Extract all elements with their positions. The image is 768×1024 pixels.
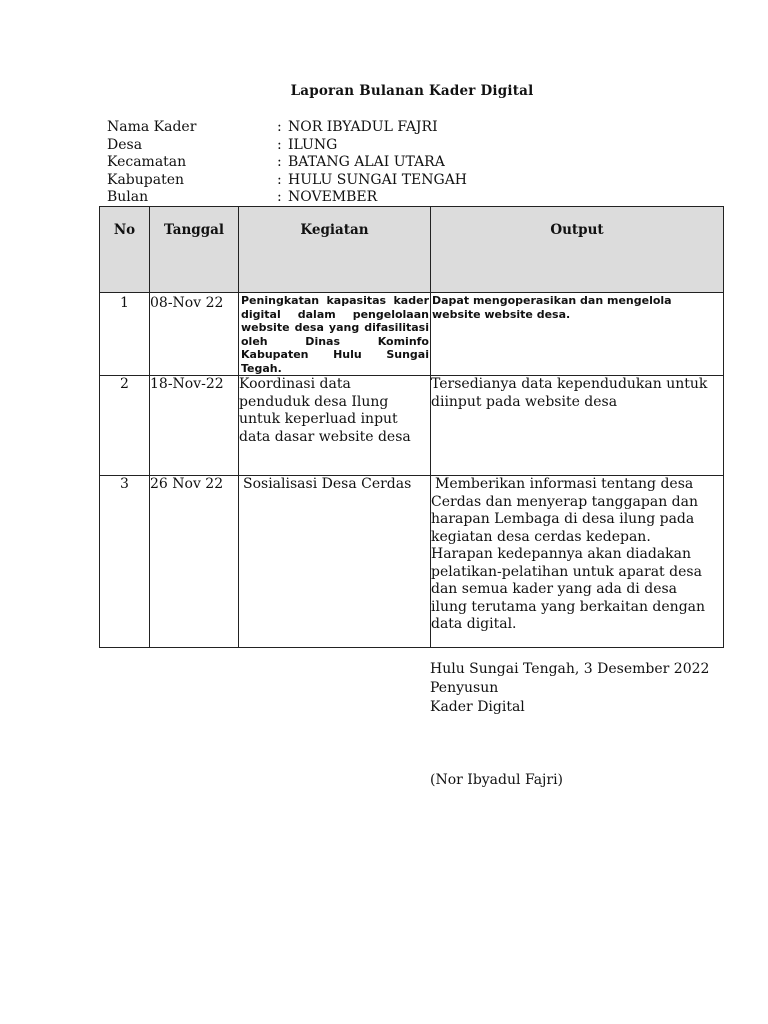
cell-no: 3 [100,476,150,648]
cell-output: Memberikan informasi tentang desa Cerdas dan menyerap tanggapan dan harapan Lembaga di desa ilung pada kegiatan desa cerdas kedepan. Harapan kedepannya akan diadakan pelatikan-pelatihan untuk aparat desa dan semua kader yang ada di desa ilung terutama yang berkaitan dengan data digital. [431,476,724,648]
cell-no: 1 [100,293,150,376]
cell-output: Tersedianya data kependudukan untuk diinput pada website desa [431,376,724,476]
info-row-kabupaten [107,172,467,190]
cell-kegiatan: Sosialisasi Desa Cerdas [239,476,431,648]
header-no: No [100,207,150,293]
cell-tanggal: 08-Nov 22 [150,293,239,376]
cell-tanggal: 26 Nov 22 [150,476,239,648]
table-row [100,293,724,376]
cell-no: 2 [100,376,150,476]
info-row-nama-kader [107,119,467,137]
cell-output: Dapat mengoperasikan dan mengelola website website desa. [431,293,724,376]
info-value: NOVEMBER [288,189,378,205]
info-value: BATANG ALAI UTARA [288,154,445,170]
table-row [100,376,724,476]
info-value: NOR IBYADUL FAJRI [288,119,438,135]
cell-kegiatan: Koordinasi data penduduk desa Ilung untuk keperluad input data dasar website desa [239,376,431,476]
info-label: Kabupaten [107,171,185,188]
info-separator: : [277,136,282,153]
info-label: Kecamatan [107,154,187,170]
info-separator: : [277,171,282,188]
header-tanggal: Tanggal [150,207,239,293]
signer-title: Kader Digital [430,699,525,715]
cell-tanggal: 18-Nov-22 [150,376,239,476]
info-label: Nama Kader [107,119,197,135]
info-label: Desa [107,136,143,153]
table-row [100,476,724,648]
signature-block [430,660,709,717]
header-kegiatan: Kegiatan [239,207,431,293]
info-separator: : [277,189,282,205]
info-row-kecamatan [107,154,467,172]
info-row-bulan [107,189,467,207]
report-title: Laporan Bulanan Kader Digital [290,83,534,99]
table-header-row [100,207,724,293]
info-value: HULU SUNGAI TENGAH [288,171,468,188]
info-value: ILUNG [288,136,338,153]
signer-role: Penyusun [430,680,499,696]
cell-kegiatan: Peningkatan kapasitas kader digital dalam pengelolaan website desa yang difasilitasi oleh Dinas Kominfo Kabupaten Hulu Sungai Tegah. [239,293,431,376]
info-separator: : [277,154,282,170]
info-row-desa [107,137,467,155]
header-output: Output [431,207,724,293]
place-date: Hulu Sungai Tengah, 3 Desember 2022 [430,661,710,677]
signer-name: (Nor Ibyadul Fajri) [430,772,564,788]
info-label: Bulan [107,189,149,205]
info-separator: : [277,119,282,135]
activity-table [99,206,724,648]
info-block [107,119,467,207]
